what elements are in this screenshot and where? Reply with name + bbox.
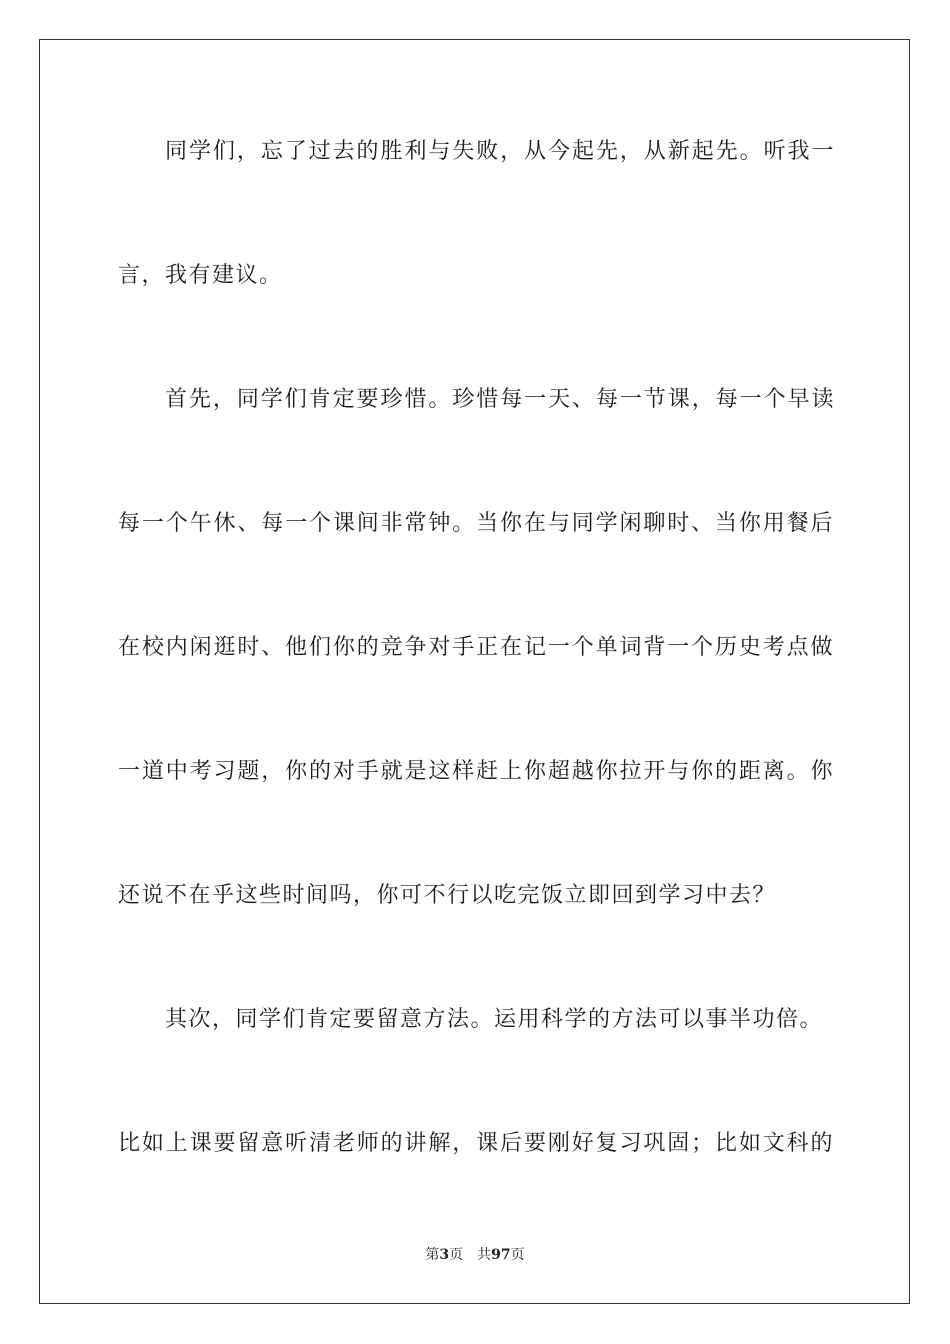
paragraph-line: 其次，同学们肯定要留意方法。运用科学的方法可以事半功倍。 (165, 1007, 824, 1032)
page-footer (0, 1246, 950, 1264)
paragraph-line: 同学们，忘了过去的胜利与失败，从今起先，从新起先。听我一 (165, 139, 835, 164)
paragraph-line: 比如上课要留意听清老师的讲解，课后要刚好复习巩固；比如文科的 (118, 1131, 834, 1156)
total-suffix: 页 (510, 1247, 525, 1263)
total-prefix: 共 (477, 1247, 492, 1263)
paragraph-line: 言，我有建议。 (118, 263, 283, 288)
page-border (39, 39, 910, 1304)
paragraph-line: 在校内闲逛时、他们你的竞争对手正在记一个单词背一个历史考点做 (118, 635, 834, 660)
paragraph-line: 还说不在乎这些时间吗，你可不行以吃完饭立即回到学习中去？ (118, 883, 777, 908)
total-page-count: 97 (491, 1247, 511, 1263)
page-prefix: 第 (425, 1247, 440, 1263)
page-suffix: 页 (449, 1247, 464, 1263)
paragraph-line: 每一个午休、每一个课间非常钟。当你在与同学闲聊时、当你用餐后 (118, 511, 834, 536)
current-page-number: 3 (439, 1247, 450, 1263)
paragraph-line: 一道中考习题，你的对手就是这样赶上你超越你拉开与你的距离。你 (118, 759, 834, 784)
paragraph-line: 首先，同学们肯定要珍惜。珍惜每一天、每一节课，每一个早读 (165, 387, 835, 412)
